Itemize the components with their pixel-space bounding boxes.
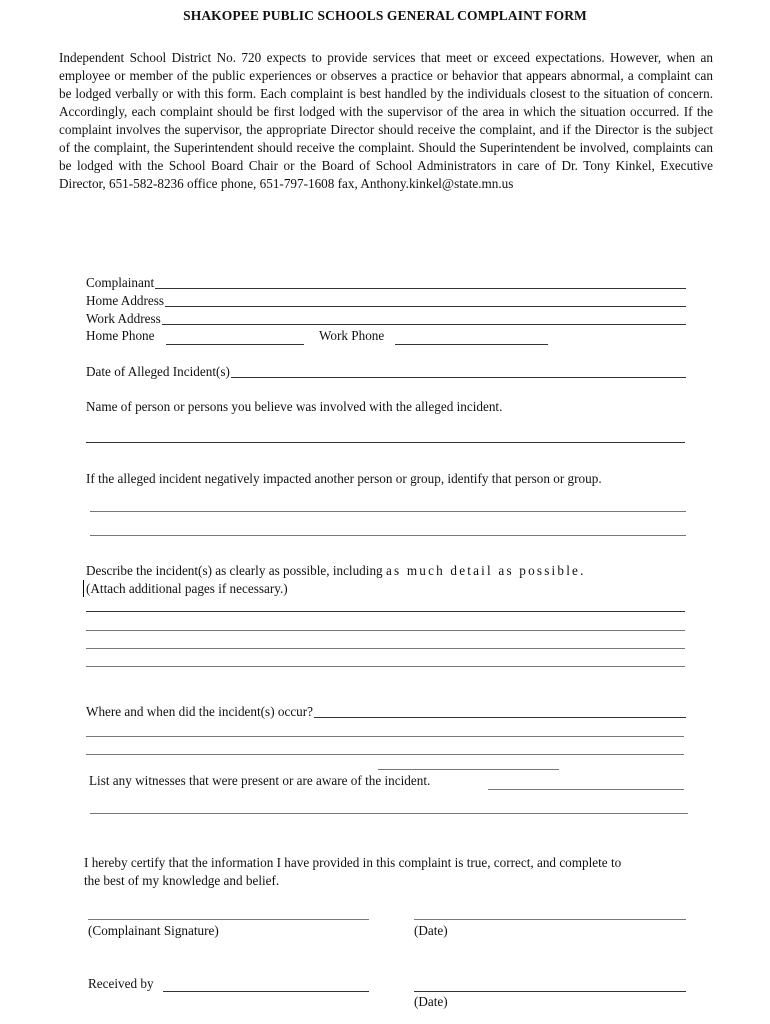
work-address-line[interactable] <box>162 324 686 325</box>
witnesses-line-1[interactable] <box>488 789 684 790</box>
signature-date-label: (Date) <box>414 923 448 938</box>
persons-involved-line[interactable] <box>86 442 685 443</box>
impacted-line-1[interactable] <box>90 511 686 512</box>
complainant-field[interactable] <box>86 275 686 291</box>
describe-attach-note: (Attach additional pages if necessary.) <box>86 581 288 596</box>
date-incident-line[interactable] <box>231 377 686 378</box>
describe-question-part-1: Describe the incident(s) as clearly as possible, including <box>86 563 383 578</box>
describe-question-part-2: as much detail as possible. <box>385 563 586 578</box>
received-by-line[interactable] <box>163 991 369 992</box>
describe-line-3[interactable] <box>86 648 685 649</box>
home-phone-label: Home Phone <box>86 328 155 343</box>
where-when-line[interactable] <box>314 717 686 718</box>
home-address-line[interactable] <box>165 306 686 307</box>
home-phone-line[interactable] <box>166 344 304 345</box>
complainant-label: Complainant <box>86 275 155 290</box>
work-phone-label: Work Phone <box>319 328 385 343</box>
certify-text-line-2: the best of my knowledge and belief. <box>84 873 280 888</box>
work-phone-line[interactable] <box>395 344 548 345</box>
impacted-line-2[interactable] <box>90 535 686 536</box>
work-address-field[interactable] <box>86 311 686 327</box>
date-incident-field[interactable] <box>86 364 686 380</box>
work-address-label: Work Address <box>86 311 161 326</box>
persons-involved-question: Name of person or persons you believe was involved with the alleged incident. <box>86 399 503 414</box>
form-title: SHAKOPEE PUBLIC SCHOOLS GENERAL COMPLAINT FORM <box>183 8 587 23</box>
signature-label: (Complainant Signature) <box>88 923 219 938</box>
where-when-line-3[interactable] <box>86 754 684 755</box>
received-date-line[interactable] <box>414 991 686 992</box>
text-cursor <box>83 580 84 597</box>
witnesses-line-2[interactable] <box>90 813 688 814</box>
intro-paragraph: Independent School District No. 720 expects to provide services that meet or exceed expectations. However, when an employee or member of the public experiences or observes a practice or behavior that appears abnormal, a complaint can be lodged verbally or with this form. Each complaint is best handled by the individuals closest to the situation of concern. Accordingly, each complaint should be first lodged with the supervisor of the area in which the situation occurred. If the complaint involves the supervisor, the appropriate Director should receive the complaint, and if the Director is the subject of the complaint, the Superintendent should receive the complaint. Should the Superintendent be involved, complaints can be lodged with the School Board Chair or the Board of School Administrators in care of Dr. Tony Kinkel, Executive Director, 651-582-8236 office phone, 651-797-1608 fax, Anthony.kinkel@state.mn.us <box>59 50 713 191</box>
signature-date-line[interactable] <box>414 919 686 920</box>
home-address-field[interactable] <box>86 293 686 309</box>
received-date-label: (Date) <box>414 994 448 1009</box>
describe-line-1[interactable] <box>86 611 685 612</box>
date-incident-label: Date of Alleged Incident(s) <box>86 364 230 379</box>
where-when-line-2[interactable] <box>86 736 684 737</box>
home-address-label: Home Address <box>86 293 165 308</box>
describe-line-2[interactable] <box>86 630 685 631</box>
received-by-label: Received by <box>88 976 154 991</box>
describe-question <box>86 563 586 579</box>
witnesses-question: List any witnesses that were present or are aware of the incident. <box>89 773 431 788</box>
where-when-question: Where and when did the incident(s) occur? <box>86 704 314 719</box>
certify-text-line-1: I hereby certify that the information I have provided in this complaint is true, correct, and complete to <box>84 855 622 870</box>
describe-line-4[interactable] <box>86 666 685 667</box>
where-when-line-4[interactable] <box>378 769 559 770</box>
signature-line[interactable] <box>88 919 369 920</box>
complainant-line[interactable] <box>155 288 686 289</box>
impacted-question: If the alleged incident negatively impacted another person or group, identify that person or group. <box>86 471 602 486</box>
where-when-field[interactable] <box>86 704 686 720</box>
